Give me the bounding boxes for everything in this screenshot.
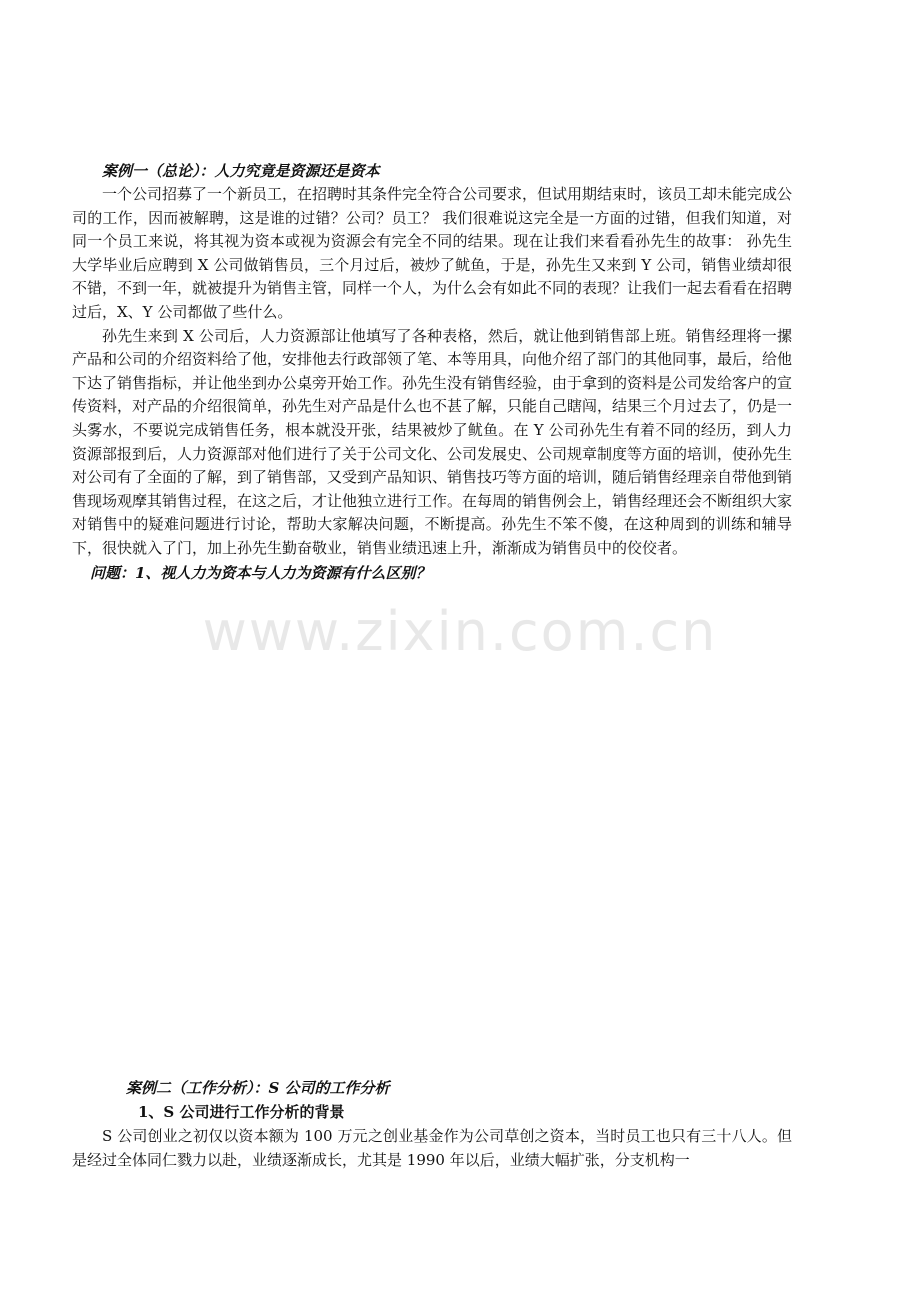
case-two-subheading: 1、S 公司进行工作分析的背景	[138, 1103, 345, 1121]
case-one-title: 案例一（总论）：人力究竟是资源还是资本	[102, 162, 380, 180]
case-one-question: 问题：1、视人力为资本与人力为资源有什么区别？	[90, 563, 431, 582]
case-one-section	[72, 160, 792, 585]
case-two-section	[72, 1076, 792, 1172]
case-one-paragraph-2: 孙先生来到 X 公司后，人力资源部让他填写了各种表格，然后，就让他到销售部上班。销售经理将一摞产品和公司的介绍资料给了他，安排他去行政部领了笔、本等用具，向他介绍了部门的其他同事，最后，给他下达了销售指标，并让他坐到办公桌旁开始工作。孙先生没有销售经验，由于拿到的资料是公司发给客户的宣传资料，对产品的介绍很简单，孙先生对产品是什么也不甚了解，只能自己瞎闯，结果三个月过去了，仍是一头雾水，不要说完成销售任务，根本就没开张，结果被炒了鱿鱼。在 Y 公司孙先生有着不同的经历，到人力资源部报到后，人力资源部对他们进行了关于公司文化、公司发展史、公司规章制度等方面的培训，使孙先生对公司有了全面的了解，到了销售部，又受到产品知识、销售技巧等方面的培训，随后销售经理亲自带他到销售现场观摩其销售过程，在这之后，才让他独立进行工作。在每周的销售例会上，销售经理还会不断组织大家对销售中的疑难问题进行讨论，帮助大家解决问题，不断提高。孙先生不笨不傻，在这种周到的训练和辅导下，很快就入了门，加上孙先生勤奋敬业，销售业绩迅速上升，渐渐成为销售员中的佼佼者。	[72, 326, 793, 557]
case-two-paragraph: S 公司创业之初仅以资本额为 100 万元之创业基金作为公司草创之资本，当时员工也只有三十八人。但是经过全体同仁戮力以赴，业绩逐渐成长，尤其是 1990 年以后，业绩大幅扩张，分支机构一	[72, 1127, 792, 1169]
watermark: www.zixin.com.cn	[202, 600, 718, 663]
case-one-paragraph-1: 一个公司招募了一个新员工，在招聘时其条件完全符合公司要求，但试用期结束时，该员工却未能完成公司的工作，因而被解聘，这是谁的过错？公司？员工？ 我们很难说这完全是一方面的过错，但我们知道，对同一个员工来说，将其视为资本或视为资源会有完全不同的结果。现在让我们来看看孙先生的故事： 孙先生大学毕业后应聘到 X 公司做销售员，三个月过后，被炒了鱿鱼，于是，孙先生又来到 Y 公司，销售业绩却很不错，不到一年，就被提升为销售主管，同样一个人，为什么会有如此不同的表现？让我们一起去看看在招聘过后，X、Y 公司都做了些什么。	[72, 185, 793, 321]
case-two-title: 案例二（工作分析）：S 公司的工作分析	[126, 1079, 390, 1097]
